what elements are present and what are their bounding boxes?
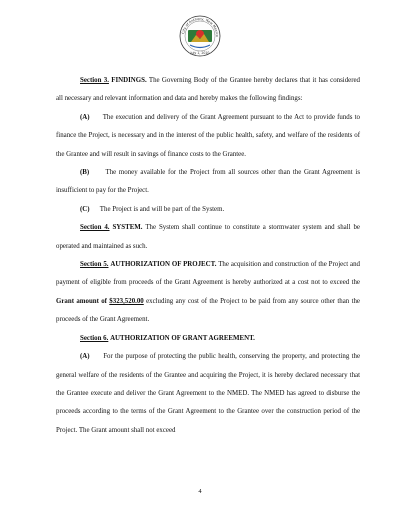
section-heading: AUTHORIZATION OF PROJECT. [110, 261, 217, 269]
section-heading: AUTHORIZATION OF GRANT AGREEMENT. [110, 334, 255, 342]
item-text: The Project is and will be part of the System. [99, 205, 225, 213]
city-seal [178, 14, 222, 64]
section-6-authorization-of-grant-agreement [56, 330, 360, 348]
seal-ring-text: City of Anthony, New Mexico [181, 16, 220, 37]
item-label: (B) [80, 169, 90, 177]
item-label: (C) [80, 205, 90, 213]
item-label: (A) [80, 353, 90, 361]
seal-date: July 1, 2010 [190, 51, 210, 55]
section-number: Section 6. [80, 334, 109, 342]
item-text: The execution and delivery of the Grant Agreement pursuant to the Act to provide funds to finance the Project, is necessary and in the interest of the public health, safety, and welfare of the residents of the Grantee and will result in savings of finance costs to the Grantee. [56, 113, 360, 158]
section-text: The Governing Body of the Grantee hereby declares that it has considered all necessary and relevant information and data and hereby makes the following findings: [56, 77, 360, 103]
section-5-authorization-of-project [56, 256, 360, 330]
section-text-continued: excluding any cost of the Project to be paid from any source other than the proceeds of the Grant Agreement. [56, 297, 360, 324]
section-text: The System shall continue to constitute a stormwater system and shall be operated and maintained as such. [56, 224, 360, 250]
section-number: Section 4. [80, 224, 110, 232]
document-body [56, 72, 360, 440]
item-text: For the purpose of protecting the public health, conserving the property, and protecting the general welfare of the residents of the Grantee and acquiring the Project, it is hereby declared necessary that the Grantee execute and deliver the Grant Agreement to the NMED. The NMED has agreed to disburse the proceeds according to the terms of the Grant Agreement to the Grantee over the construction period of the Project. The Grant amount shall not exceed [56, 353, 360, 434]
grant-amount-value: $323,520.00 [109, 297, 144, 305]
item-label: (A) [80, 113, 90, 121]
section-number: Section 5. [80, 261, 109, 269]
finding-c [56, 201, 360, 219]
item-text: The money available for the Project from all sources other than the Grant Agreement is insufficient to pay for the Project. [56, 169, 360, 195]
section-heading: SYSTEM. [112, 224, 143, 232]
section-number: Section 3. [80, 77, 109, 84]
grant-amount-label: Grant amount of [56, 297, 107, 305]
finding-b [56, 164, 360, 201]
section-3-findings [56, 72, 360, 109]
section-4-system [56, 219, 360, 256]
section-heading: FINDINGS. [111, 77, 147, 84]
page-number: 4 [198, 488, 202, 495]
section-text: The acquisition and construction of the Project and payment of eligible from proceeds of the Grant Agreement is hereby authorized at a cost not to exceed the [56, 261, 360, 287]
section-6-item-a [56, 348, 360, 440]
finding-a [56, 109, 360, 164]
seal-emblem-icon [178, 14, 222, 64]
